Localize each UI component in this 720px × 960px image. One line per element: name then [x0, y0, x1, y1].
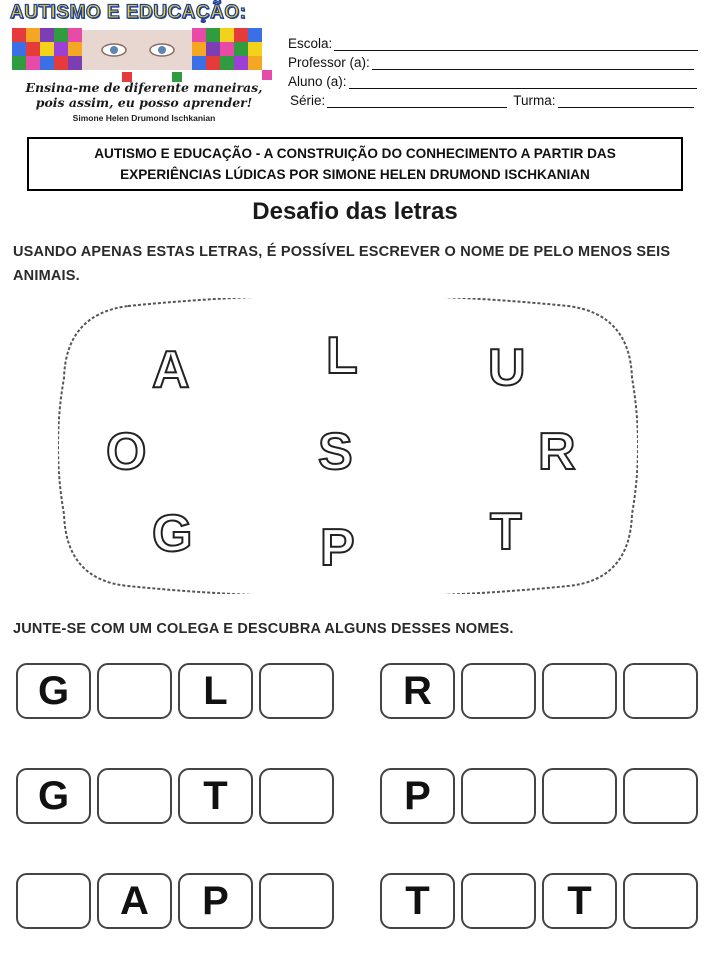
- letter-box[interactable]: L: [178, 663, 253, 719]
- banner-line2: EXPERIÊNCIAS LÚDICAS POR SIMONE HELEN DRUMOND ISCHKANIAN: [120, 167, 590, 182]
- aluno-row: [288, 74, 697, 89]
- turma-field[interactable]: [558, 94, 694, 108]
- banner-line1: AUTISMO E EDUCAÇÃO - A CONSTRUIÇÃO DO CONHECIMENTO A PARTIR DAS: [94, 146, 616, 161]
- letter-box[interactable]: [542, 663, 617, 719]
- aluno-field[interactable]: [349, 75, 697, 89]
- word-6: [380, 873, 698, 929]
- escola-field[interactable]: [334, 37, 698, 51]
- letter-u: U: [488, 339, 526, 397]
- letter-box[interactable]: [542, 768, 617, 824]
- logo-author: Simone Helen Drumond Ischkanian: [72, 113, 216, 123]
- serie-field[interactable]: [327, 94, 507, 108]
- letter-box[interactable]: P: [380, 768, 455, 824]
- letter-box[interactable]: [623, 873, 698, 929]
- letter-r: R: [538, 423, 576, 481]
- instruction-1: USANDO APENAS ESTAS LETRAS, É POSSÍVEL ESCREVER O NOME DE PELO MENOS SEIS ANIMAIS.: [13, 244, 671, 284]
- logo: [6, 2, 282, 130]
- aluno-label: Aluno (a):: [288, 74, 347, 89]
- letter-box[interactable]: [97, 768, 172, 824]
- letter-box[interactable]: [461, 873, 536, 929]
- letter-l: L: [326, 327, 358, 385]
- letter-a: A: [152, 341, 190, 399]
- logo-slogan-line1: Ensina-me de diferente maneiras,: [25, 80, 263, 95]
- letter-box[interactable]: [97, 663, 172, 719]
- professor-field[interactable]: [372, 56, 694, 70]
- word-5: [16, 873, 334, 929]
- letter-box[interactable]: [623, 768, 698, 824]
- letter-box[interactable]: [259, 663, 334, 719]
- letter-box[interactable]: [461, 663, 536, 719]
- letter-box[interactable]: G: [16, 663, 91, 719]
- letter-p: P: [320, 519, 355, 577]
- letter-box[interactable]: T: [380, 873, 455, 929]
- puzzle-pieces-icon: [12, 24, 276, 84]
- letter-box[interactable]: [259, 873, 334, 929]
- instruction-2: JUNTE-SE COM UM COLEGA E DESCUBRA ALGUNS DESSES NOMES.: [13, 621, 514, 637]
- letter-t: T: [490, 503, 522, 561]
- letter-box[interactable]: T: [178, 768, 253, 824]
- serie-label: Série:: [290, 93, 326, 108]
- letter-box[interactable]: [461, 768, 536, 824]
- escola-label: Escola:: [288, 36, 333, 51]
- logo-title: AUTISMO E EDUCAÇÃO:: [10, 2, 247, 23]
- escola-row: [288, 36, 698, 51]
- logo-slogan-line2: pois assim, eu posso aprender!: [35, 95, 253, 110]
- word-1: [16, 663, 334, 719]
- letter-box[interactable]: T: [542, 873, 617, 929]
- letter-box[interactable]: [16, 873, 91, 929]
- letter-s: S: [318, 423, 353, 481]
- letter-box[interactable]: [623, 663, 698, 719]
- letter-g: G: [152, 505, 193, 563]
- professor-row: [288, 55, 694, 70]
- header-banner: [27, 137, 683, 191]
- letter-box[interactable]: G: [16, 768, 91, 824]
- letter-box[interactable]: R: [380, 663, 455, 719]
- word-3: [16, 768, 334, 824]
- serie-turma-row: [290, 93, 694, 108]
- turma-label: Turma:: [513, 93, 556, 108]
- letter-o: O: [106, 423, 147, 481]
- word-2: [380, 663, 698, 719]
- letter-box[interactable]: P: [178, 873, 253, 929]
- word-4: [380, 768, 698, 824]
- letter-box[interactable]: [259, 768, 334, 824]
- letter-box[interactable]: A: [97, 873, 172, 929]
- professor-label: Professor (a):: [288, 55, 370, 70]
- page-title: Desafio das letras: [252, 198, 458, 225]
